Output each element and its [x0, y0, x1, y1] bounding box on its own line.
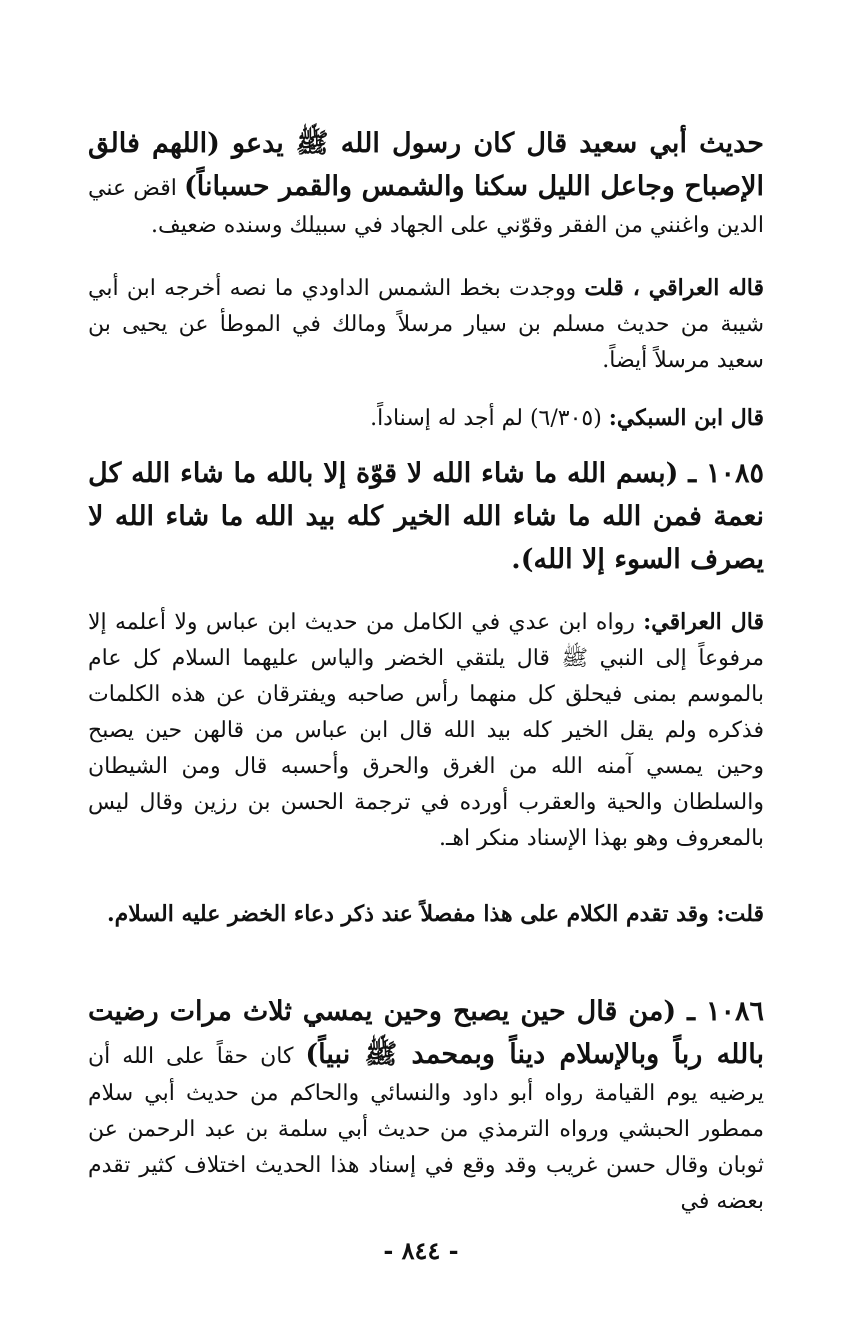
paragraph-hadith-abi-saeed — [88, 122, 764, 244]
paragraph-text: رواه ابن عدي في الكامل من حديث ابن عباس ولا أعلمه إلا مرفوعاً إلى النبي ﷺ قال يلتقي الخضر والياس عليهما السلام كل عام بالموسم بمنى فيحلق كل منهما رأس صاحبه ويفترقان عن هذه الكلمات فذكره ولم يقل الخير كله بيد الله قال ابن عباس من قالهن حين يصبح وحين يمسي آمنه الله من الغرق والحرق وأحسبه قال ومن الشيطان والسلطان والحية والعقرب أورده في ترجمة الحسن بن رزين وقال ليس بالمعروف وهو بهذا الإسناد منكر اهـ. — [88, 610, 764, 851]
hadith-heading: حديث أبي سعيد قال كان رسول الله ﷺ يدعو (اللهم فالق الإصباح وجاعل الليل سكنا والشمس والقمر حسباناً) — [88, 128, 764, 202]
paragraph-text: ووجدت بخط الشمس الداودي ما نصه أخرجه ابن أبي شيبة من حديث مسلم بن سيار مرسلاً ومالك في الموطأ عن يحيى بن سعيد مرسلاً أيضاً. — [88, 276, 764, 373]
hadith-heading: ١٠٨٦ ـ (من قال حين يصبح وحين يمسي ثلاث مرات رضيت بالله رباً وبالإسلام ديناً وبمحمد ﷺ نبياً) — [88, 996, 765, 1070]
speaker-label: قاله العراقي ، قلت — [584, 275, 765, 301]
paragraph-iraqi-commentary — [88, 604, 764, 857]
paragraph-text: (٦/٣٠٥) لم أجد له إسناداً. — [370, 406, 609, 431]
hadith-1085: ١٠٨٥ ـ (بسم الله ما شاء الله لا قوّة إلا بالله ما شاء الله كل نعمة فمن الله ما شاء الله الخير كله بيد الله ما شاء الله لا يصرف السوء إلا الله). — [88, 458, 764, 575]
paragraph-qultu-note — [88, 896, 764, 933]
hadith-1086 — [88, 990, 764, 1220]
speaker-label: قال ابن السبكي: — [608, 405, 764, 431]
paragraph-subki-note — [88, 400, 764, 437]
paragraph-text: اقض عني الدين واغنني من الفقر وقوّني على الجهاد في سبيلك وسنده ضعيف. — [88, 176, 764, 238]
paragraph-text: كان حقاً على الله أن يرضيه يوم القيامة رواه أبو داود والنسائي والحاكم من حديث أبي سلام ممطور الحبشي ورواه الترمذي من حديث أبي سلمة بن عبد الرحمن عن ثوبان وقال حسن غريب وقد وقع في إسناد هذا الحديث اختلاف كثير تقدم بعضه في — [88, 1044, 764, 1214]
page-number: - ٨٤٤ - — [383, 1236, 459, 1265]
paragraph-iraqi-note — [88, 270, 764, 379]
paragraph-text: قلت: وقد تقدم الكلام على هذا مفصلاً عند ذكر دعاء الخضر عليه السلام. — [106, 901, 764, 927]
speaker-label: قال العراقي: — [643, 609, 764, 635]
